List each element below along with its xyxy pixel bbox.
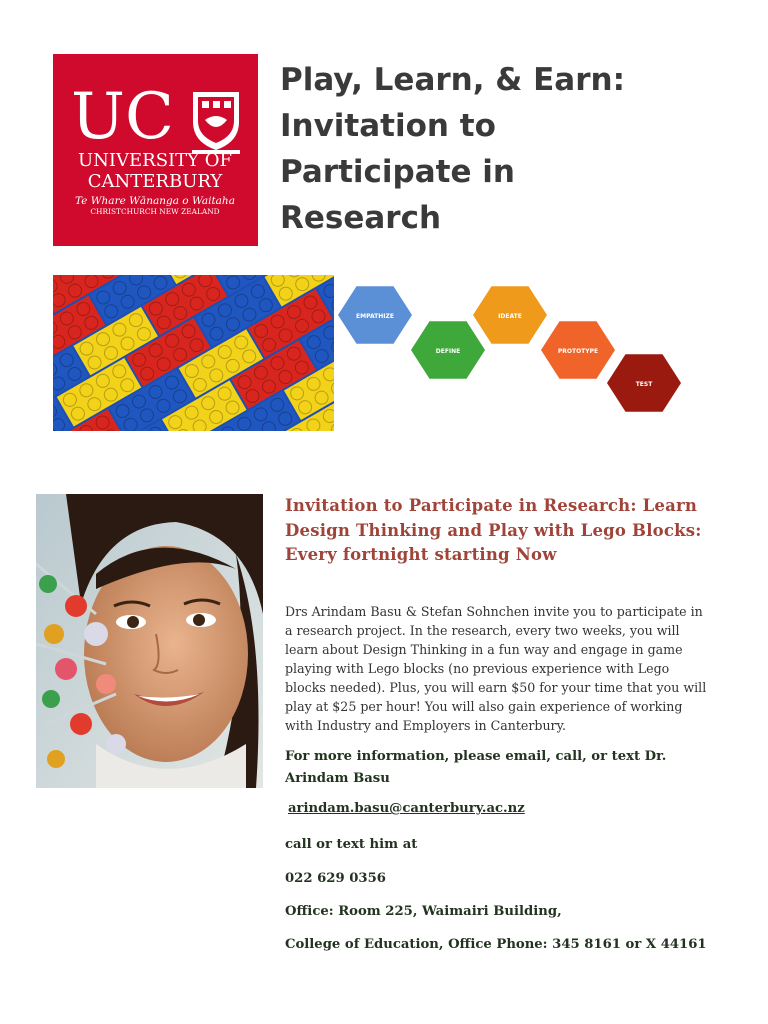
hex-define-label: DEFINE: [435, 348, 461, 355]
more-info-text: For more information, please email, call, or text Dr. Arindam Basu: [285, 749, 667, 786]
call-text: call or text him at: [285, 837, 418, 852]
title-line-2: Invitation to: [280, 108, 496, 144]
phone-number: 022 629 0356: [285, 871, 386, 886]
hex-test: [607, 354, 681, 412]
lego-bricks-image: [53, 275, 334, 431]
crest-icon: [192, 92, 240, 154]
college-office-phone: College of Education, Office Phone: 345 8161 or X 44161: [285, 937, 707, 952]
hex-empathize: [338, 286, 412, 344]
logo-line2: CANTERBURY: [87, 171, 223, 192]
design-thinking-diagram: [338, 280, 688, 425]
email-link[interactable]: arindam.basu@canterbury.ac.nz: [288, 801, 525, 816]
hex-ideate-label: IDEATE: [498, 313, 522, 320]
logo-location: CHRISTCHURCH NEW ZEALAND: [90, 207, 220, 216]
invitation-body: Drs Arindam Basu & Stefan Sohnchen invite you to participate in a research project. In the research, every two weeks, you will learn about Design Thinking in a fun way and engage in game playing with Lego blocks (no previous experience with Lego blocks needed). Plus, you will earn $50 for your time that you will play at $25 per hour! You will also gain experience of working with Industry and Employers in Canterbury.: [285, 604, 707, 733]
page-title: [280, 57, 740, 241]
hex-empathize-label: EMPATHIZE: [356, 313, 394, 320]
title-line-3: Participate in: [280, 154, 515, 190]
hex-define: [411, 321, 485, 379]
university-logo: [53, 54, 258, 246]
hex-test-label: TEST: [635, 381, 653, 388]
hex-ideate: [473, 286, 547, 344]
title-line-4: Research: [280, 200, 442, 236]
logo-tagline: Te Whare Wānanga o Waitaha: [75, 195, 235, 207]
logo-letters: UC: [71, 80, 174, 154]
hex-prototype-label: PROTOTYPE: [557, 348, 599, 355]
office-address: Office: Room 225, Waimairi Building,: [285, 904, 562, 919]
hex-prototype: [541, 321, 615, 379]
student-photo: [36, 494, 263, 788]
title-line-1: Play, Learn, & Earn:: [280, 62, 625, 98]
logo-line1: UNIVERSITY OF: [77, 150, 233, 171]
invitation-headline: Invitation to Participate in Research: Learn Design Thinking and Play with Lego Blocks: Every fortnight starting Now: [285, 496, 702, 564]
